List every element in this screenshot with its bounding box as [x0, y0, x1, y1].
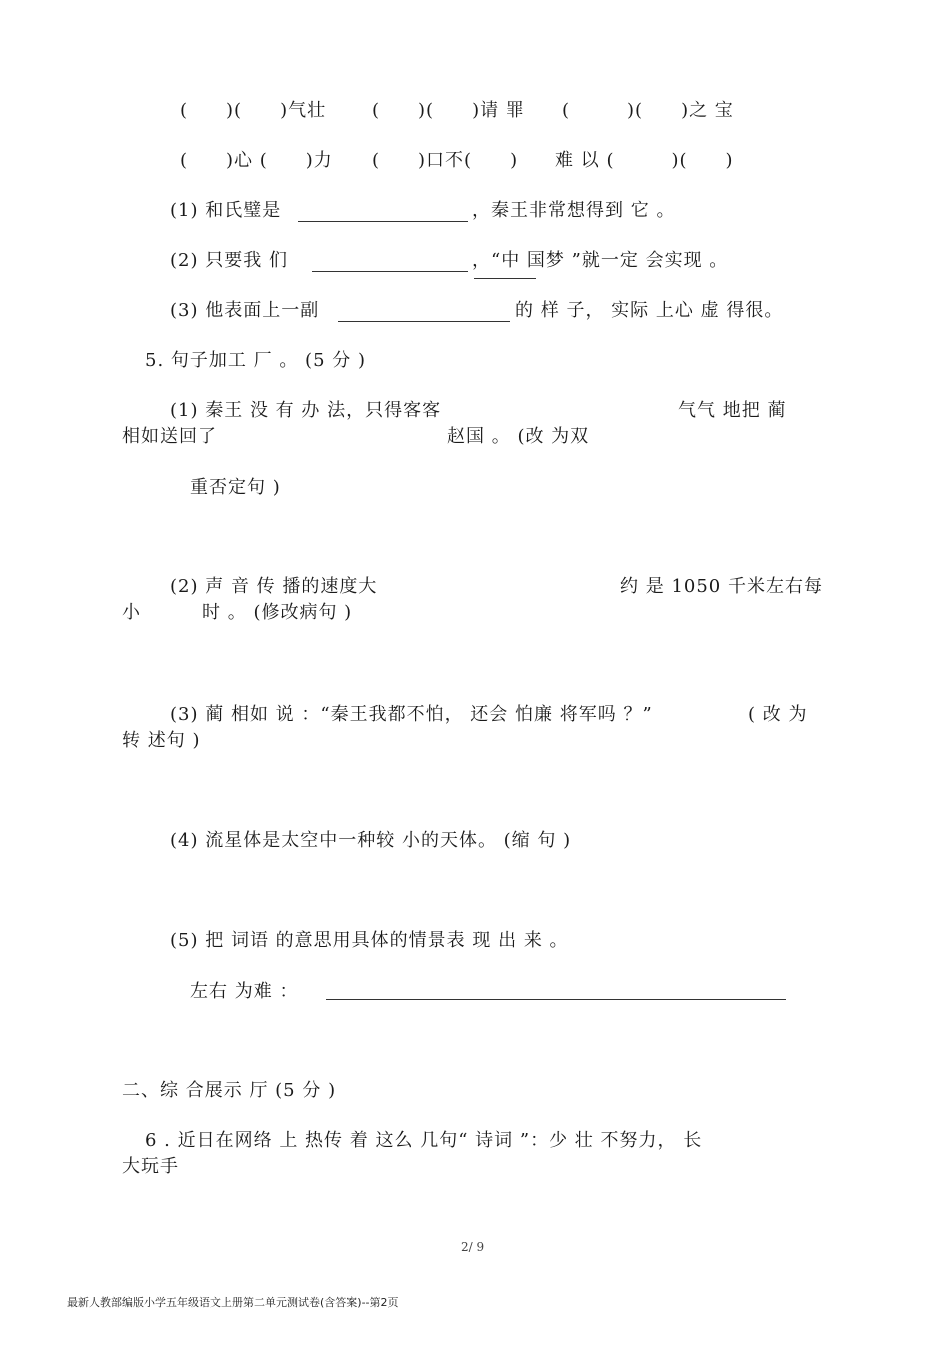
- idiom-2: ( )( )请 罪: [372, 100, 525, 121]
- q5-s2-part-c: 小: [122, 602, 141, 623]
- page-number: 2/ 9: [461, 1240, 485, 1254]
- q5-s2-part-a: (2) 声 音 传 播的速度大: [170, 576, 378, 597]
- q5-title: 5. 句子加工 厂 。 (5 分 ): [145, 350, 367, 371]
- q5-s2-part-b: 约 是 1050 千米左右每: [620, 576, 823, 597]
- q6-line-1: 6 . 近日在网络 上 热传 着 这么 几句“ 诗词 ”：少 壮 不努力， 长: [145, 1130, 703, 1151]
- q5-s5-answer-line[interactable]: [326, 999, 786, 1000]
- q5-s3-part-c: 转 述句 ): [122, 730, 201, 751]
- q5-s1-part-e: 重否定句 ): [190, 477, 281, 498]
- q5-s4: (4) 流星体是太空中一种较 小的天体。 (缩 句 ): [170, 830, 572, 851]
- fill-q2-suffix: ，“中 国梦 ”就一定 会实现 。: [472, 250, 729, 271]
- fill-q3-suffix: 的 样 子， 实际 上心 虚 得很。: [515, 300, 784, 321]
- fill-q2-blank[interactable]: [312, 271, 468, 272]
- fill-q2-prefix: (2) 只要我 们: [170, 250, 288, 271]
- q5-s3-part-a: (3) 蔺 相如 说 ：“秦王我都不怕， 还会 怕廉 将军吗 ？”: [170, 704, 653, 725]
- q5-s1-part-d: 赵国 。 (改 为双: [447, 426, 590, 447]
- underline-mark: [474, 278, 536, 279]
- q6-line-2: 大玩手: [122, 1156, 179, 1177]
- fill-q1-prefix: (1) 和氏璧是: [170, 200, 282, 221]
- q5-s3-part-b: ( 改 为: [748, 704, 808, 725]
- q5-s1-part-b: 气气 地把 蔺: [678, 400, 787, 421]
- footer-caption: 最新人教部编版小学五年级语文上册第二单元测试卷(含答案)--第2页: [67, 1296, 399, 1309]
- fill-q3-prefix: (3) 他表面上一副: [170, 300, 320, 321]
- section2-title: 二、综 合展示 厅 (5 分 ): [122, 1080, 337, 1101]
- idiom-4: ( )心 ( )力: [180, 150, 333, 171]
- fill-q1-suffix: ，秦王非常想得到 它 。: [472, 200, 676, 221]
- q5-s1-part-a: (1) 秦王 没 有 办 法，只得客客: [170, 400, 442, 421]
- fill-q1-blank[interactable]: [298, 221, 468, 222]
- fill-q3-blank[interactable]: [338, 321, 510, 322]
- q5-s2-part-d: 时 。 (修改病句 ): [202, 602, 353, 623]
- q5-s5: (5) 把 词语 的意思用具体的情景表 现 出 来 。: [170, 930, 569, 951]
- idiom-1: ( )( )气壮: [180, 100, 327, 121]
- idiom-5: ( )口不( ): [372, 150, 519, 171]
- idiom-3: ( )( )之 宝: [562, 100, 734, 121]
- q5-s5-word: 左右 为难 ：: [190, 981, 299, 1002]
- q5-s1-part-c: 相如送回了: [122, 426, 217, 447]
- idiom-6: 难 以 ( )( ): [555, 150, 734, 171]
